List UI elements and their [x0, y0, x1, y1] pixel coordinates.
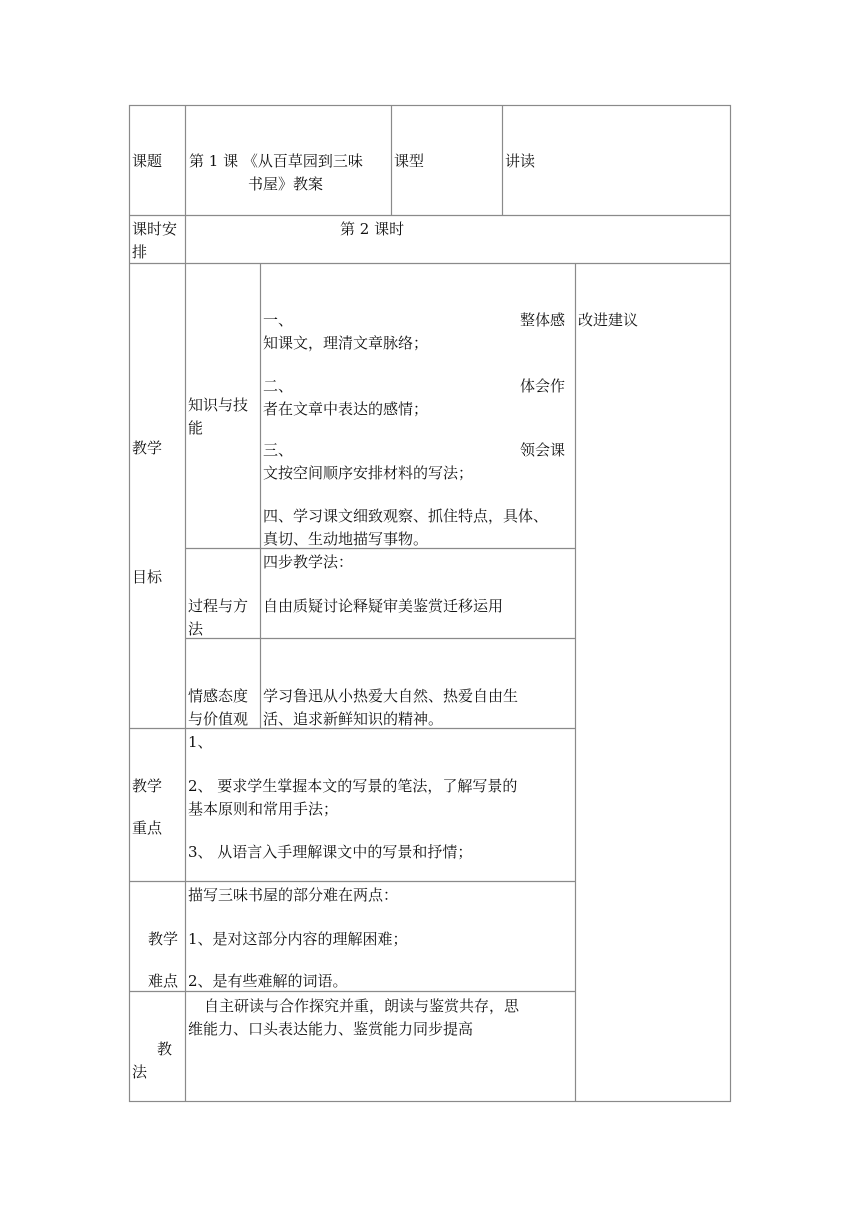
schedule-label-line2: 排 [132, 243, 148, 261]
suggestion-header: 改进建议 [578, 311, 639, 329]
knowledge-item-3-cont: 文按空间顺序安排材料的写法； [263, 464, 474, 482]
knowledge-item-1: 一、 整体感 [263, 311, 565, 329]
method-line1: 自主研读与合作探究并重，朗读与鉴赏共存，思 [204, 997, 520, 1015]
knowledge-item-4-line1: 四、学习课文细致观察、抓住特点，具体、 [263, 507, 549, 525]
key-point-3: 3、 从语言入手理解课文中的写景和抒情； [188, 843, 473, 861]
method-label-line2: 法 [132, 1063, 148, 1081]
difficulty-2: 2、是有些难解的词语。 [188, 972, 348, 990]
knowledge-item-3: 三、 领会课 [263, 441, 565, 459]
emotion-line1: 学习鲁迅从小热爱大自然、热爱自由生 [263, 687, 519, 705]
knowledge-item-2: 二、 体会作 [263, 377, 565, 395]
difficulties-label-line2: 难点 [148, 972, 179, 990]
topic-value-line1: 第 1 课 《从百草园到三味 [189, 152, 363, 170]
key-point-2-line2: 基本原则和常用手法； [188, 800, 339, 818]
knowledge-item-1-cont: 知课文，理清文章脉络； [263, 334, 429, 352]
difficulty-1: 1、是对这部分内容的理解困难； [188, 930, 408, 948]
emotion-label-line1: 情感态度 [188, 687, 249, 705]
emotion-line2: 活、追求新鲜知识的精神。 [263, 710, 444, 728]
topic-value-line2: 书屋》教案 [248, 175, 324, 193]
emotion-label-line2: 与价值观 [188, 710, 249, 728]
process-label-line1: 过程与方 [188, 597, 249, 615]
knowledge-label-line1: 知识与技 [188, 396, 249, 414]
objectives-label-line1: 教学 [132, 439, 163, 457]
schedule-value: 第 2 课时 [340, 220, 405, 238]
schedule-label-line1: 课时安 [132, 220, 178, 238]
difficulties-intro: 描写三味书屋的部分难在两点： [188, 886, 399, 904]
key-points-label-line1: 教学 [132, 777, 163, 795]
difficulties-label-line1: 教学 [148, 930, 179, 948]
objectives-label-line2: 目标 [132, 568, 163, 586]
type-value: 讲读 [505, 152, 536, 170]
process-line2: 自由质疑讨论释疑审美鉴赏迁移运用 [263, 597, 504, 615]
topic-label: 课题 [132, 152, 163, 170]
key-point-2-line1: 2、 要求学生掌握本文的写景的笔法，了解写景的 [188, 777, 518, 795]
key-points-label-line2: 重点 [132, 819, 163, 837]
type-label: 课型 [394, 152, 425, 170]
method-line2: 维能力、口头表达能力、鉴赏能力同步提高 [188, 1020, 474, 1038]
process-label-line2: 法 [188, 620, 204, 638]
knowledge-label-line2: 能 [188, 419, 204, 437]
method-label-line1: 教 [157, 1040, 173, 1058]
knowledge-item-2-cont: 者在文章中表达的感情； [263, 400, 429, 418]
process-line1: 四步教学法： [263, 553, 354, 571]
key-point-1: 1、 [188, 733, 213, 751]
knowledge-item-4-line2: 真切、生动地描写事物。 [263, 530, 429, 548]
